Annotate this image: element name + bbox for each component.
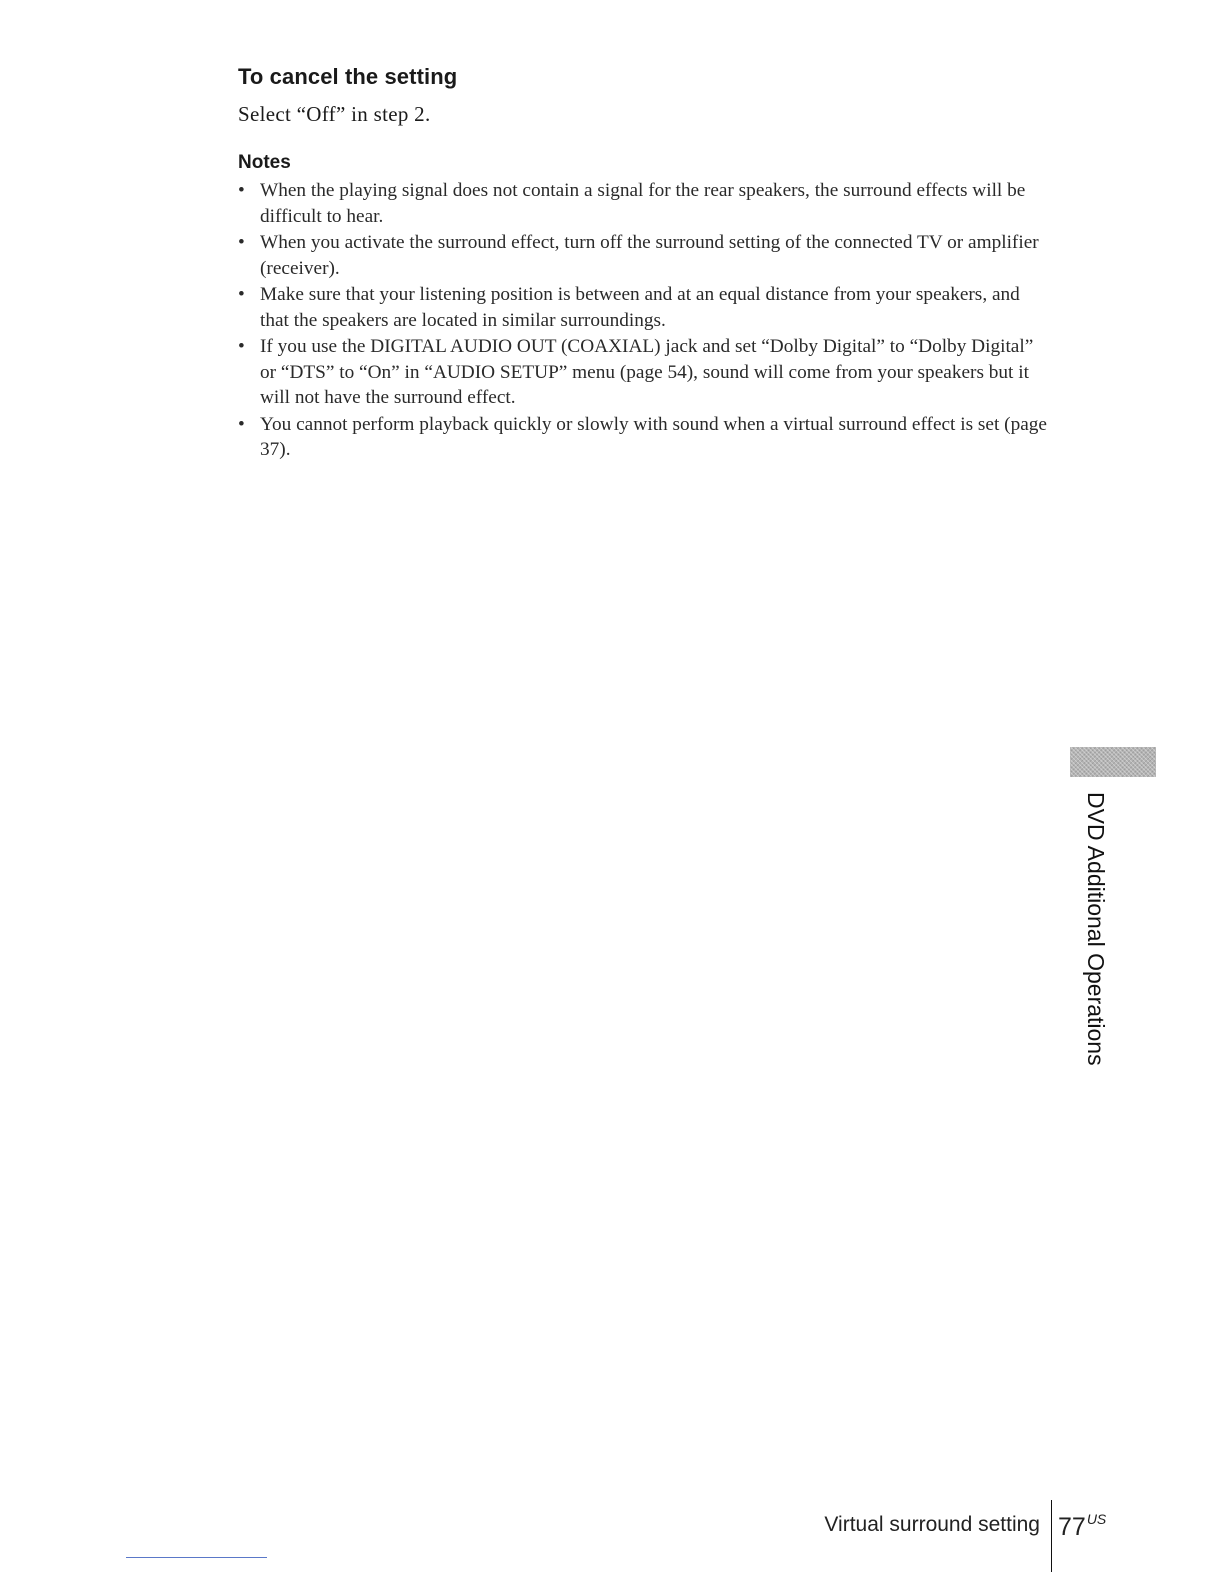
page-number: [1058, 1511, 1106, 1542]
section-heading: To cancel the setting: [238, 64, 458, 89]
note-item: [238, 282, 1050, 333]
note-text: When the playing signal does not contain a signal for the rear speakers, the surround effects will be difficult to hear.: [260, 180, 1026, 227]
notes-list: [238, 178, 1050, 464]
note-item: [238, 178, 1050, 229]
bullet-icon: •: [238, 232, 245, 253]
page-number-suffix: US: [1086, 1511, 1107, 1527]
note-text: When you activate the surround effect, turn off the surround setting of the connected TV or amplifier (receiver).: [260, 232, 1039, 279]
notes-title: Notes: [238, 152, 291, 173]
section-intro: Select “Off” in step 2.: [238, 102, 431, 126]
bullet-icon: •: [238, 413, 245, 435]
footer-divider: [1051, 1500, 1052, 1572]
section-tab-label: DVD Additional Operations: [1083, 792, 1109, 1066]
bottom-divider: [126, 1557, 267, 1558]
page-number-value: 77: [1058, 1513, 1086, 1541]
note-item: [238, 230, 1050, 281]
note-item: [238, 412, 1050, 463]
section-tab-marker: [1070, 747, 1156, 777]
bullet-icon: •: [238, 336, 245, 357]
bullet-icon: •: [238, 284, 245, 305]
note-text: You cannot perform playback quickly or slowly with sound when a virtual surround effect is set (page 37).: [260, 413, 1047, 460]
footer-section-title: Virtual surround setting: [824, 1513, 1040, 1536]
note-text: Make sure that your listening position is between and at an equal distance from your speakers, and that the speakers are located in similar surroundings.: [260, 284, 1020, 331]
note-text: If you use the DIGITAL AUDIO OUT (COAXIAL) jack and set “Dolby Digital” to “Dolby Digital” or “DTS” to “On” in “AUDIO SETUP” menu (page 54), sound will come from your speakers but it will not have the surround effect.: [260, 336, 1034, 408]
note-item: [238, 334, 1050, 411]
bullet-icon: •: [238, 180, 245, 201]
